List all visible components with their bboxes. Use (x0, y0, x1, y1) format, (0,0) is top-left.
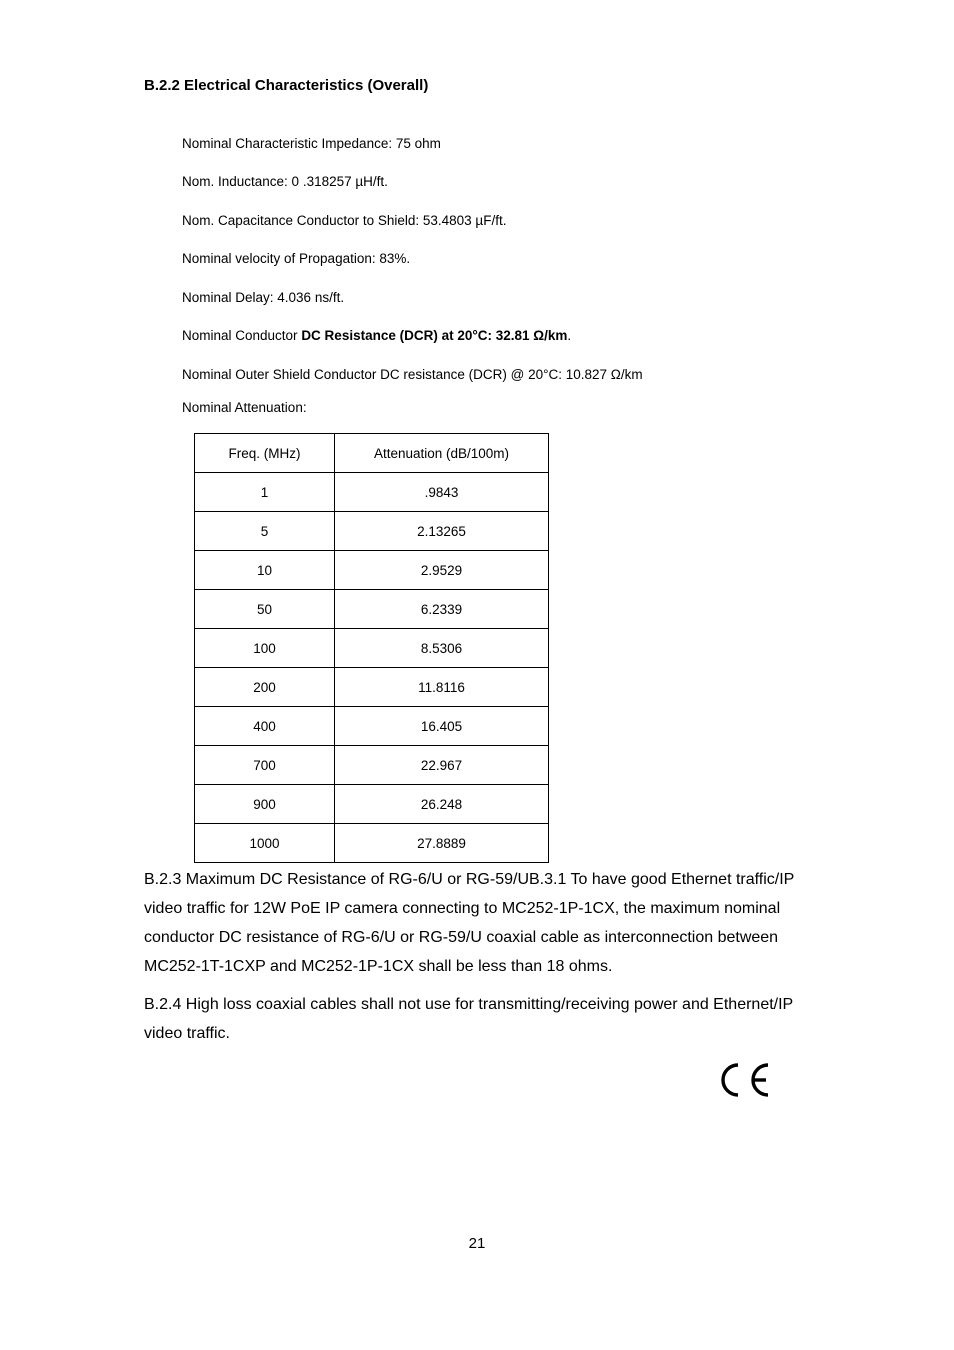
attenuation-cell: 11.8116 (335, 668, 549, 707)
dcr-value: DC Resistance (DCR) at 20°C: 32.81 Ω/km (301, 328, 568, 343)
attenuation-cell: 8.5306 (335, 629, 549, 668)
freq-cell: 10 (195, 551, 335, 590)
ce-mark-icon (718, 1062, 774, 1098)
freq-cell: 5 (195, 512, 335, 551)
paragraph-b24: B.2.4 High loss coaxial cables shall not use for transmitting/receiving power and Ethernet/IP video traffic. (144, 996, 793, 1042)
spec-impedance: Nominal Characteristic Impedance: 75 ohm (182, 136, 441, 151)
attenuation-cell: 6.2339 (335, 590, 549, 629)
section-heading: B.2.2 Electrical Characteristics (Overall) (144, 77, 429, 94)
attenuation-cell: 2.9529 (335, 551, 549, 590)
freq-cell: 400 (195, 707, 335, 746)
attenuation-cell: .9843 (335, 473, 549, 512)
table-row (195, 746, 549, 785)
spec-outer-shield: Nominal Outer Shield Conductor DC resistance (DCR) @ 20°C: 10.827 Ω/km (182, 367, 643, 382)
spec-dc-resistance (182, 328, 571, 343)
table-row (195, 551, 549, 590)
freq-cell: 700 (195, 746, 335, 785)
freq-cell: 200 (195, 668, 335, 707)
freq-cell: 900 (195, 785, 335, 824)
spec-capacitance: Nom. Capacitance Conductor to Shield: 53.4803 µF/ft. (182, 213, 507, 228)
table-row (195, 590, 549, 629)
spec-delay: Nominal Delay: 4.036 ns/ft. (182, 290, 345, 305)
table-header-row (195, 434, 549, 473)
freq-cell: 1 (195, 473, 335, 512)
header-attenuation: Attenuation (dB/100m) (335, 434, 549, 473)
paragraph-b23: B.2.3 Maximum DC Resistance of RG-6/U or RG-59/UB.3.1 To have good Ethernet traffic/IP video traffic for 12W PoE IP camera connecting to MC252-1P-1CX, the maximum nominal conductor DC resistance of RG-6/U or RG-59/U coaxial cable as interconnection between MC252-1T-1CXP and MC252-1P-1CX shall be less than 18 ohms. (144, 871, 795, 975)
dcr-prefix: Nominal Conductor (182, 328, 302, 343)
freq-cell: 1000 (195, 824, 335, 863)
header-freq: Freq. (MHz) (195, 434, 335, 473)
spec-inductance: Nom. Inductance: 0 .318257 µH/ft. (182, 174, 388, 189)
attenuation-cell: 2.13265 (335, 512, 549, 551)
attenuation-table (194, 433, 549, 863)
attenuation-cell: 16.405 (335, 707, 549, 746)
attenuation-cell: 22.967 (335, 746, 549, 785)
page-number: 21 (468, 1235, 486, 1252)
attenuation-cell: 26.248 (335, 785, 549, 824)
table-row (195, 473, 549, 512)
freq-cell: 100 (195, 629, 335, 668)
freq-cell: 50 (195, 590, 335, 629)
table-row (195, 785, 549, 824)
table-row (195, 512, 549, 551)
table-row (195, 629, 549, 668)
table-row (195, 707, 549, 746)
attenuation-label: Nominal Attenuation: (182, 400, 307, 415)
dcr-suffix: . (567, 328, 572, 343)
table-row (195, 668, 549, 707)
attenuation-cell: 27.8889 (335, 824, 549, 863)
spec-velocity: Nominal velocity of Propagation: 83%. (182, 251, 411, 266)
table-row (195, 824, 549, 863)
